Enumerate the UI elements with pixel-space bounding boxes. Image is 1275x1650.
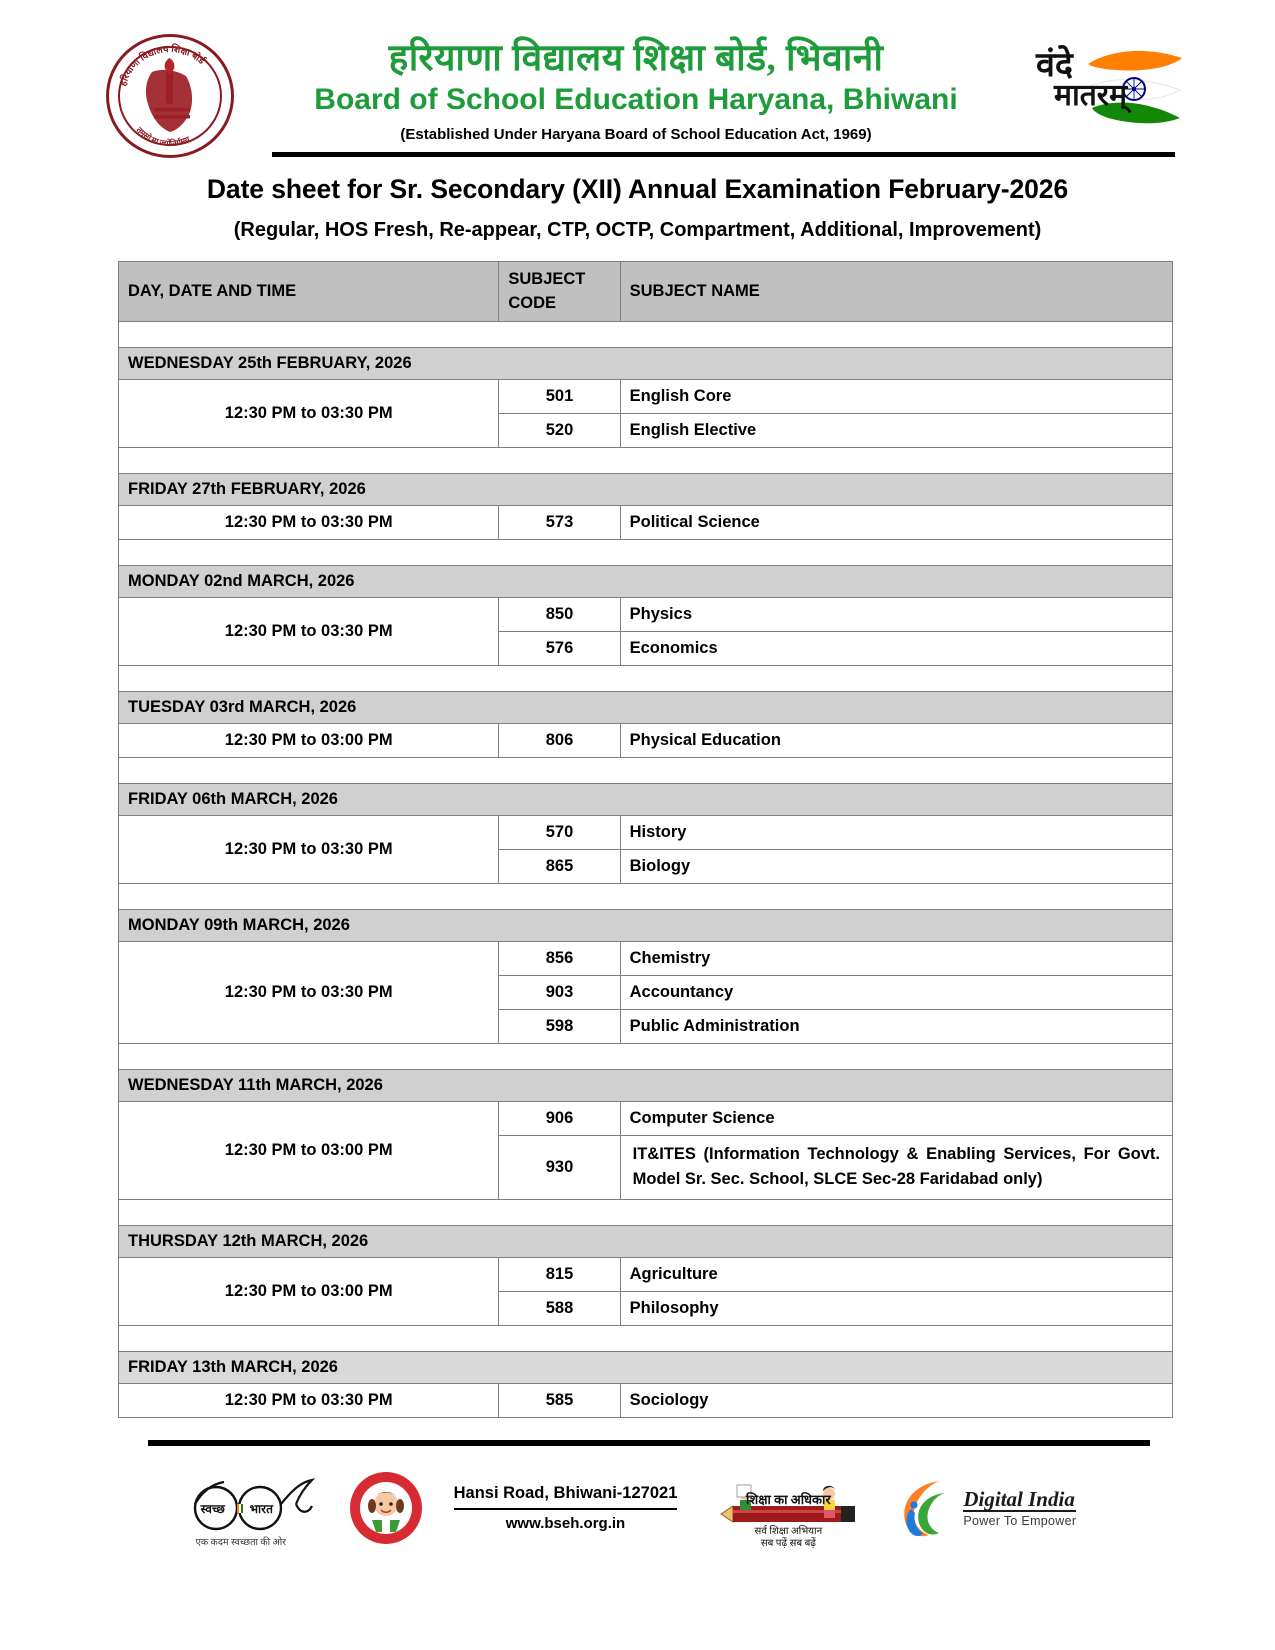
board-name-hindi: हरियाणा विद्यालय शिक्षा बोर्ड, भिवानी [388, 38, 884, 79]
page-subtitle: (Regular, HOS Fresh, Re-appear, CTP, OCTP, Compartment, Additional, Improvement) [233, 219, 1042, 241]
subject-name: History [620, 816, 1172, 850]
exam-time: 12:30 PM to 03:30 PM [119, 816, 499, 884]
spacer-row [119, 540, 1173, 566]
table-row [119, 380, 1173, 414]
subject-code: 930 [499, 1136, 620, 1200]
digital-india-icon [895, 1472, 1085, 1544]
spacer-row [119, 448, 1173, 474]
subject-code: 598 [499, 1010, 620, 1044]
vande-mataram-text [1036, 47, 1128, 113]
spacer-row [119, 322, 1173, 348]
column-header-subject: SUBJECT [508, 269, 586, 288]
table-row [119, 1384, 1173, 1418]
spacer-row [119, 666, 1173, 692]
address-line: Hansi Road, Bhiwani-127021 [454, 1481, 678, 1510]
table-row [119, 942, 1173, 976]
vande-line-1: वंदे [1036, 47, 1073, 84]
footer-divider [148, 1440, 1150, 1446]
table-row [119, 506, 1173, 540]
rte-line-1: शिक्षा का अधिकार [746, 1492, 831, 1508]
spacer-cell [119, 1200, 1173, 1226]
column-header-subject-name: SUBJECT NAME [620, 262, 1172, 322]
day-header-row [119, 910, 1173, 942]
subject-name: Computer Science [620, 1102, 1172, 1136]
day-label: FRIDAY 27th FEBRUARY, 2026 [119, 474, 1173, 506]
swachh-bharat-spectacles-icon [190, 1470, 322, 1549]
subject-code: 520 [499, 414, 620, 448]
beti-bachao-beti-padhao-icon [348, 1470, 424, 1546]
table-row [119, 1102, 1173, 1136]
spacer-cell [119, 322, 1173, 348]
spacer-row [119, 1044, 1173, 1070]
subject-code: 806 [499, 724, 620, 758]
subject-code: 501 [499, 380, 620, 414]
swachh-word-1: स्वच्छ [200, 1502, 225, 1517]
subject-name: Physical Education [620, 724, 1172, 758]
page-header [0, 0, 1275, 150]
swachh-bharat-block [190, 1470, 322, 1549]
day-header-row [119, 784, 1173, 816]
day-label: WEDNESDAY 25th FEBRUARY, 2026 [119, 348, 1173, 380]
subject-code: 906 [499, 1102, 620, 1136]
subject-code: 850 [499, 598, 620, 632]
subject-name: Sociology [620, 1384, 1172, 1418]
haryana-board-crest-icon [100, 32, 248, 160]
spacer-row [119, 1200, 1173, 1226]
indian-tricolour-brush-icon [1030, 34, 1205, 154]
exam-time: 12:30 PM to 03:30 PM [119, 942, 499, 1044]
subject-code: 585 [499, 1384, 620, 1418]
column-header-code: CODE [508, 293, 557, 312]
vande-line-2: मातरम् [1054, 79, 1128, 113]
day-header-row [119, 1226, 1173, 1258]
subject-code: 815 [499, 1258, 620, 1292]
exam-time: 12:30 PM to 03:00 PM [119, 724, 499, 758]
digital-india-tagline: Power To Empower [963, 1514, 1077, 1529]
date-sheet-table-body [119, 262, 1173, 1418]
day-header-row [119, 348, 1173, 380]
subject-name: Economics [620, 632, 1172, 666]
subject-name: Agriculture [620, 1258, 1172, 1292]
subject-name: Physics [620, 598, 1172, 632]
day-header-row [119, 474, 1173, 506]
table-row [119, 598, 1173, 632]
spacer-cell [119, 1044, 1173, 1070]
subject-name: Philosophy [620, 1292, 1172, 1326]
right-to-education-pencil-icon [707, 1468, 869, 1548]
rte-block [707, 1468, 869, 1548]
table-header-row [119, 262, 1173, 322]
exam-time: 12:30 PM to 03:00 PM [119, 1258, 499, 1326]
established-line: (Established Under Haryana Board of School Education Act, 1969) [400, 125, 872, 143]
exam-time: 12:30 PM to 03:30 PM [119, 380, 499, 448]
day-label: MONDAY 02nd MARCH, 2026 [119, 566, 1173, 598]
day-header-row [119, 1070, 1173, 1102]
exam-time: 12:30 PM to 03:30 PM [119, 506, 499, 540]
spacer-row [119, 758, 1173, 784]
page-title: Date sheet for Sr. Secondary (XII) Annual Examination February-2026 [206, 174, 1069, 204]
subject-code: 856 [499, 942, 620, 976]
table-row [119, 724, 1173, 758]
spacer-cell [119, 758, 1173, 784]
subject-name: Accountancy [620, 976, 1172, 1010]
swachh-caption: एक कदम स्वच्छता की ओर [195, 1538, 287, 1549]
subject-name: Chemistry [620, 942, 1172, 976]
svg-text:तमसो मा ज्योतिर्गमय: तमसो मा ज्योतिर्गमय [134, 125, 192, 149]
spacer-cell [119, 540, 1173, 566]
subject-code: 903 [499, 976, 620, 1010]
subject-code: 570 [499, 816, 620, 850]
day-header-row [119, 1352, 1173, 1384]
exam-time: 12:30 PM to 03:30 PM [119, 1384, 499, 1418]
spacer-cell [119, 666, 1173, 692]
day-label: FRIDAY 13th MARCH, 2026 [119, 1352, 1173, 1384]
digital-india-title: Digital India [963, 1487, 1075, 1512]
day-label: MONDAY 09th MARCH, 2026 [119, 910, 1173, 942]
day-header-row [119, 692, 1173, 724]
date-sheet-table [118, 261, 1173, 1418]
board-name-english: Board of School Education Haryana, Bhiwani [314, 82, 958, 116]
board-title-block [242, 28, 1030, 143]
page-footer [0, 1468, 1275, 1548]
svg-text:हरियाणा विद्यालय शिक्षा बोर्ड: हरियाणा विद्यालय शिक्षा बोर्ड [118, 44, 207, 88]
subject-name: Biology [620, 850, 1172, 884]
subject-name: Public Administration [620, 1010, 1172, 1044]
beti-bachao-block [348, 1470, 424, 1546]
subject-name: Political Science [620, 506, 1172, 540]
website-url[interactable]: www.bseh.org.in [505, 1514, 626, 1532]
subject-name: IT&ITES (Information Technology & Enabling Services, For Govt. Model Sr. Sec. School, SLCE Sec-28 Faridabad only) [620, 1136, 1172, 1200]
spacer-cell [119, 1326, 1173, 1352]
day-header-row [119, 566, 1173, 598]
subject-name: English Elective [620, 414, 1172, 448]
column-header-day: DAY, DATE AND TIME [119, 262, 499, 322]
subject-name: English Core [620, 380, 1172, 414]
exam-time: 12:30 PM to 03:30 PM [119, 598, 499, 666]
column-header-subject-code [499, 262, 620, 322]
day-label: TUESDAY 03rd MARCH, 2026 [119, 692, 1173, 724]
spacer-row [119, 1326, 1173, 1352]
spacer-cell [119, 884, 1173, 910]
digital-india-block [895, 1472, 1085, 1544]
address-block [450, 1481, 682, 1535]
subject-code: 588 [499, 1292, 620, 1326]
subject-code: 573 [499, 506, 620, 540]
exam-time: 12:30 PM to 03:00 PM [119, 1102, 499, 1200]
spacer-row [119, 884, 1173, 910]
day-label: FRIDAY 06th MARCH, 2026 [119, 784, 1173, 816]
day-label: THURSDAY 12th MARCH, 2026 [119, 1226, 1173, 1258]
day-label: WEDNESDAY 11th MARCH, 2026 [119, 1070, 1173, 1102]
table-row [119, 816, 1173, 850]
swachh-word-2: भारत [249, 1502, 273, 1517]
subject-code: 576 [499, 632, 620, 666]
rte-line-3: सब पढ़ें सब बढ़ें [760, 1538, 816, 1550]
table-row [119, 1258, 1173, 1292]
subject-code: 865 [499, 850, 620, 884]
rte-line-2: सर्व शिक्षा अभियान [754, 1526, 823, 1538]
spacer-cell [119, 448, 1173, 474]
date-sheet-table-wrapper [118, 261, 1173, 1418]
